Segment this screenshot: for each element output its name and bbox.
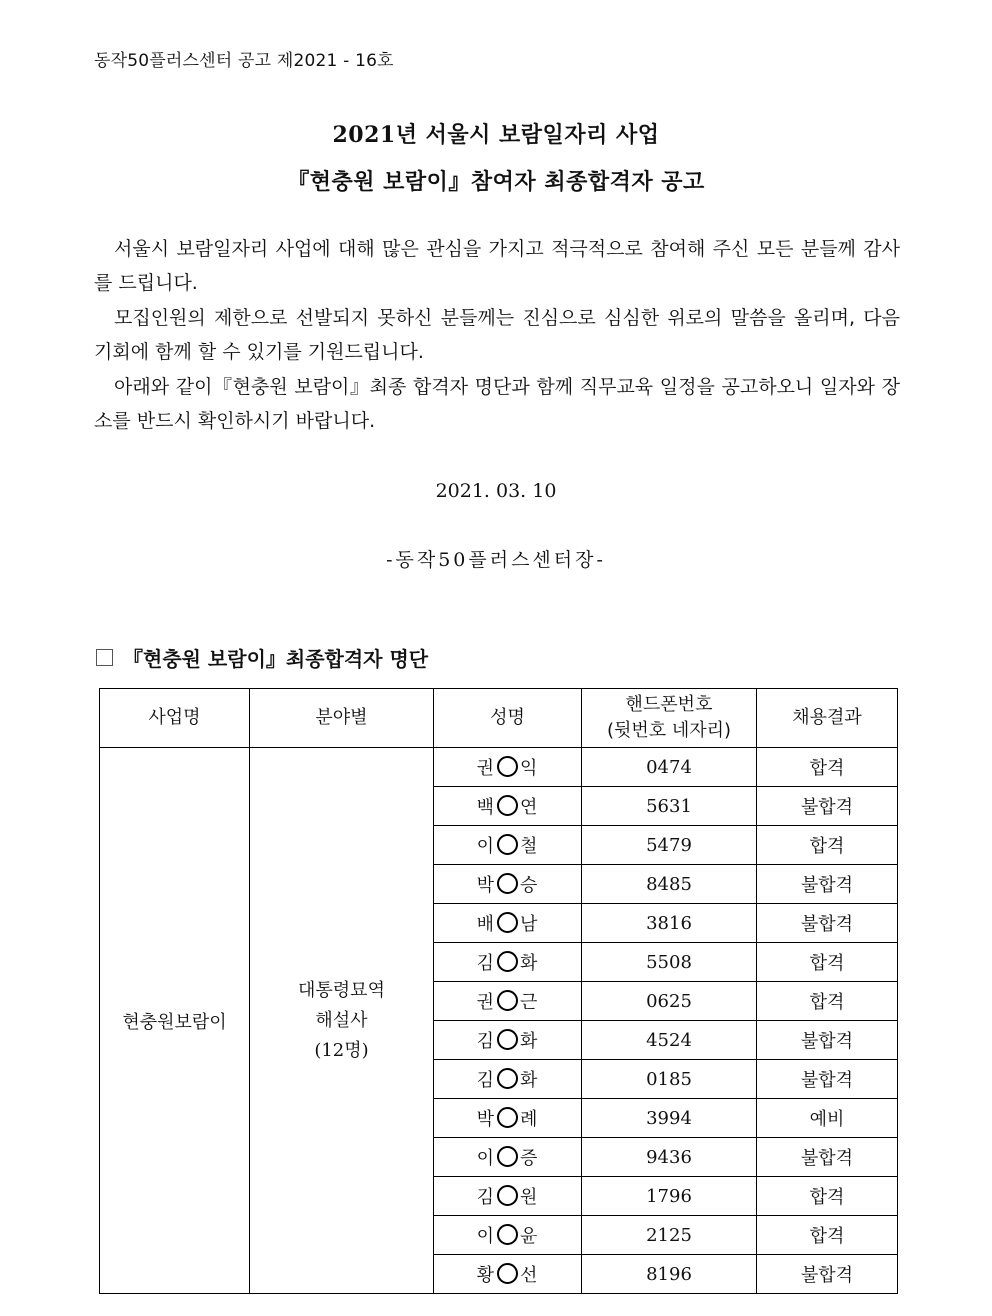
given-name: 연	[520, 797, 539, 818]
masked-circle-icon	[497, 1185, 518, 1206]
surname: 배	[476, 914, 495, 935]
surname: 권	[476, 758, 495, 779]
header-phone	[582, 689, 757, 748]
phone-cell: 4524	[582, 1021, 757, 1060]
field-cell	[250, 748, 434, 1294]
section-heading	[96, 643, 428, 672]
surname: 백	[476, 797, 495, 818]
phone-cell: 8196	[582, 1255, 757, 1294]
phone-cell: 5508	[582, 943, 757, 982]
masked-circle-icon	[497, 1146, 518, 1167]
phone-cell: 3994	[582, 1099, 757, 1138]
name-cell	[434, 943, 582, 982]
result-cell: 합격	[757, 982, 898, 1021]
given-name: 화	[520, 1070, 539, 1091]
phone-cell: 8485	[582, 865, 757, 904]
surname: 황	[476, 1265, 495, 1286]
masked-circle-icon	[497, 1068, 518, 1089]
masked-circle-icon	[497, 756, 518, 777]
masked-circle-icon	[497, 912, 518, 933]
masked-circle-icon	[497, 1263, 518, 1284]
name-cell	[434, 1099, 582, 1138]
given-name: 화	[520, 1031, 539, 1052]
given-name: 근	[520, 992, 539, 1013]
given-name: 화	[520, 953, 539, 974]
announcement-date: 2021. 03. 10	[435, 480, 557, 502]
header-field: 분야별	[250, 689, 434, 748]
name-cell	[434, 1216, 582, 1255]
given-name: 례	[520, 1109, 539, 1130]
masked-circle-icon	[497, 951, 518, 972]
phone-cell: 0625	[582, 982, 757, 1021]
result-cell: 불합격	[757, 1021, 898, 1060]
name-cell	[434, 748, 582, 787]
phone-cell: 0474	[582, 748, 757, 787]
result-cell: 합격	[757, 1177, 898, 1216]
masked-circle-icon	[497, 873, 518, 894]
surname: 김	[476, 1031, 495, 1052]
project-name-cell: 현충원보람이	[100, 748, 250, 1294]
given-name: 익	[520, 758, 539, 779]
name-cell	[434, 826, 582, 865]
signature: -동작50플러스센터장-	[386, 549, 606, 571]
name-cell	[434, 1060, 582, 1099]
result-cell: 불합격	[757, 787, 898, 826]
result-cell: 합격	[757, 748, 898, 787]
phone-cell: 9436	[582, 1138, 757, 1177]
given-name: 남	[520, 914, 539, 935]
result-cell: 불합격	[757, 1255, 898, 1294]
header-project: 사업명	[100, 689, 250, 748]
masked-circle-icon	[497, 990, 518, 1011]
name-cell	[434, 982, 582, 1021]
result-cell: 불합격	[757, 1138, 898, 1177]
phone-cell: 0185	[582, 1060, 757, 1099]
table-row	[100, 748, 898, 787]
given-name: 승	[520, 875, 539, 896]
body-paragraph: 아래와 같이『현충원 보람이』최종 합격자 명단과 함께 직무교육 일정을 공고하오니 일자와 장소를 반드시 확인하시기 바랍니다.	[94, 375, 900, 433]
given-name: 선	[520, 1265, 539, 1286]
given-name: 윤	[520, 1226, 539, 1247]
phone-cell: 2125	[582, 1216, 757, 1255]
result-cell: 불합격	[757, 904, 898, 943]
checkbox-icon	[96, 649, 113, 666]
surname: 이	[476, 836, 495, 857]
name-cell	[434, 1255, 582, 1294]
name-cell	[434, 865, 582, 904]
given-name: 철	[520, 836, 539, 857]
masked-circle-icon	[497, 795, 518, 816]
surname: 김	[476, 1187, 495, 1208]
given-name: 원	[520, 1187, 539, 1208]
phone-cell: 1796	[582, 1177, 757, 1216]
phone-cell: 5631	[582, 787, 757, 826]
result-cell: 불합격	[757, 865, 898, 904]
announcement-body	[94, 232, 900, 438]
body-paragraph: 모집인원의 제한으로 선발되지 못하신 분들께는 진심으로 심심한 위로의 말씀을 올리며, 다음 기회에 함께 할 수 있기를 기원드립니다.	[94, 306, 900, 364]
field-line1: 대통령묘역	[298, 979, 385, 1001]
section-heading-text: 『현충원 보람이』최종합격자 명단	[123, 647, 429, 671]
masked-circle-icon	[497, 1029, 518, 1050]
surname: 김	[476, 1070, 495, 1091]
masked-circle-icon	[497, 1107, 518, 1128]
name-cell	[434, 787, 582, 826]
surname: 김	[476, 953, 495, 974]
surname: 박	[476, 1109, 495, 1130]
name-cell	[434, 1021, 582, 1060]
body-paragraph: 서울시 보람일자리 사업에 대해 많은 관심을 가지고 적극적으로 참여해 주신 모든 분들께 감사를 드립니다.	[94, 238, 900, 295]
result-cell: 합격	[757, 826, 898, 865]
surname: 박	[476, 875, 495, 896]
page-title-line1: 2021년 서울시 보람일자리 사업	[332, 122, 660, 148]
result-cell: 불합격	[757, 1060, 898, 1099]
result-cell: 합격	[757, 943, 898, 982]
document-number: 동작50플러스센터 공고 제2021 - 16호	[94, 51, 394, 71]
surname: 이	[476, 1226, 495, 1247]
header-result: 채용결과	[757, 689, 898, 748]
phone-cell: 5479	[582, 826, 757, 865]
results-table	[99, 688, 898, 1294]
masked-circle-icon	[497, 1224, 518, 1245]
result-cell: 합격	[757, 1216, 898, 1255]
field-line3: (12명)	[314, 1039, 369, 1061]
surname: 권	[476, 992, 495, 1013]
table-header-row	[100, 689, 898, 748]
name-cell	[434, 1138, 582, 1177]
name-cell	[434, 1177, 582, 1216]
surname: 이	[476, 1148, 495, 1169]
header-phone-line2: (뒷번호 네자리)	[606, 720, 732, 741]
given-name: 증	[520, 1148, 539, 1169]
phone-cell: 3816	[582, 904, 757, 943]
header-phone-line1: 핸드폰번호	[625, 694, 713, 715]
masked-circle-icon	[497, 834, 518, 855]
page-title-line2: 『현충원 보람이』참여자 최종합격자 공고	[287, 169, 705, 195]
result-cell: 예비	[757, 1099, 898, 1138]
header-name: 성명	[434, 689, 582, 748]
field-line2: 해설사	[315, 1009, 368, 1031]
name-cell	[434, 904, 582, 943]
